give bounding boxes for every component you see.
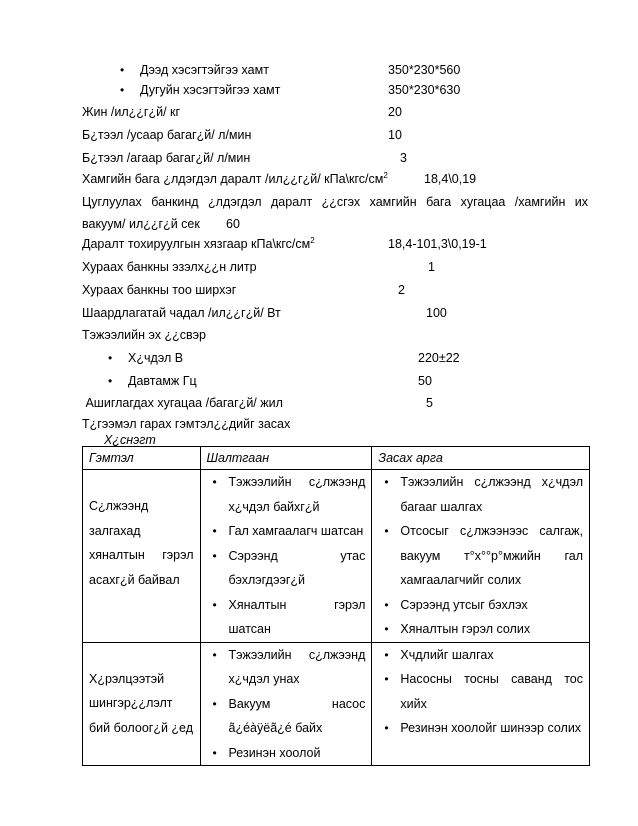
fix-cell — [372, 642, 590, 766]
spec-value-tank-volume: 1 — [428, 260, 435, 274]
list-item: • Тэжээлийн с¿лжээнд х¿чдэл багааг шалгах — [378, 470, 583, 519]
faults-table — [82, 446, 590, 766]
bullet-icon: • — [120, 83, 125, 97]
table-header-fault: Гэмтэл — [83, 447, 201, 470]
cause-cell — [200, 470, 372, 643]
spec-value: 350*230*630 — [388, 83, 461, 97]
list-item: • Хяналтын гэрэл шатсан — [207, 593, 366, 642]
spec-value: 350*230*560 — [388, 63, 461, 77]
list-item: • Сэрээнд утас бэхлэгдээг¿й — [207, 544, 366, 593]
bullet-icon: • — [108, 351, 113, 365]
spec-label-tank-volume: Хураах банкны эзэлх¿¿н литр — [82, 260, 257, 274]
spec-label-service-life: Ашиглагдах хугацаа /багаг¿й/ жил — [82, 396, 283, 410]
list-item: • Сэрээнд утсыг бэхлэх — [378, 593, 583, 618]
list-item: • Гал хамгаалагч шатсан — [207, 519, 366, 544]
table-row — [83, 470, 590, 643]
spec-label: Дугуйн хэсэгтэйгээ хамт — [140, 83, 281, 97]
spec-label-voltage: Х¿чдэл В — [128, 351, 184, 365]
spec-value-water: 10 — [388, 128, 402, 142]
spec-value-frequency: 50 — [418, 374, 432, 388]
faults-table-caption: Х¿снэгт — [104, 433, 156, 447]
spec-label-min-pressure: Хамгийн бага ¿лдэгдэл даралт /ил¿¿г¿й/ $кПа\backslash кгс/см^2$ — [82, 170, 388, 186]
spec-value-power: 100 — [426, 306, 447, 320]
list-item: • Тэжээлийн с¿лжээнд х¿чдэл унах — [207, 643, 366, 692]
spec-value-pressure-range: 18,4-101,3\0,19-1 — [388, 237, 487, 251]
spec-label-water: Б¿тээл /усаар багаг¿й/ л/мин — [82, 128, 252, 142]
spec-vacuum-line1: Цуглуулах банкинд ¿лдэгдэл даралт ¿¿сгэх хамгийн бага хугацаа /хамгийн их — [82, 195, 588, 209]
list-item: • Хчдлийг шалгах — [378, 643, 583, 668]
spec-label-weight: Жин /ил¿¿г¿й/ кг — [82, 105, 181, 119]
spec-value-weight: 20 — [388, 105, 402, 119]
spec-label-pressure-range: Даралт тохируулгын хязгаар $кПа\backslash кгс/см^2$ — [82, 235, 315, 251]
fault-cell: Х¿рэлцээтэй шингэр¿¿лэлт бий болоог¿й ¿ед — [83, 642, 201, 766]
spec-value-service-life: 5 — [426, 396, 433, 410]
spec-label-frequency: Давтамж Гц — [128, 374, 197, 388]
list-item: • Отсосыг с¿лжээнээс салгаж, вакуум т°х°°р°мжийн гал хамгаалагчийг солих — [378, 519, 583, 593]
table-header-cause: Шалтгаан — [200, 447, 372, 470]
fault-cell: С¿лжээнд залгахад хяналтын гэрэл асахг¿й байвал — [83, 470, 201, 643]
table-header-fix: Засах арга — [372, 447, 590, 470]
spec-label-air: Б¿тээл /агаар багаг¿й/ л/мин — [82, 151, 251, 165]
list-item: • Насосны тосны саванд тос хийх — [378, 667, 583, 716]
fix-cell — [372, 470, 590, 643]
spec-value-vacuum: 60 — [226, 217, 240, 231]
spec-label-vacuum: вакуум/ ил¿¿г¿й сек — [82, 217, 200, 231]
spec-value-air: 3 — [400, 151, 407, 165]
spec-heading-power-source: Тэжээлийн эх ¿¿свэр — [82, 328, 206, 342]
cause-cell — [200, 642, 372, 766]
faults-title: Т¿гээмэл гарах гэмтэл¿¿дийг засах — [82, 417, 291, 431]
table-row — [83, 642, 590, 766]
list-item: • Хяналтын гэрэл солих — [378, 617, 583, 642]
spec-label-power: Шаардлагатай чадал /ил¿¿г¿й/ Вт — [82, 306, 281, 320]
spec-value-tank-count: 2 — [398, 283, 405, 297]
spec-label: Дээд хэсэгтэйгээ хамт — [140, 63, 269, 77]
list-item: • Резинэн хоолойг шинээр солих — [378, 716, 583, 741]
spec-value-voltage: 220±22 — [418, 351, 460, 365]
table-header-row — [83, 447, 590, 470]
spec-label-tank-count: Хураах банкны тоо ширхэг — [82, 283, 237, 297]
list-item: • Вакуум насос ã¿éàÿëã¿é байх — [207, 692, 366, 741]
list-item: • Резинэн хоолой — [207, 741, 366, 766]
list-item: • Тэжээлийн с¿лжээнд х¿чдэл байхг¿й — [207, 470, 366, 519]
spec-value-min-pressure: 18,4\0,19 — [424, 172, 477, 186]
bullet-icon: • — [108, 374, 113, 388]
bullet-icon: • — [120, 63, 125, 77]
